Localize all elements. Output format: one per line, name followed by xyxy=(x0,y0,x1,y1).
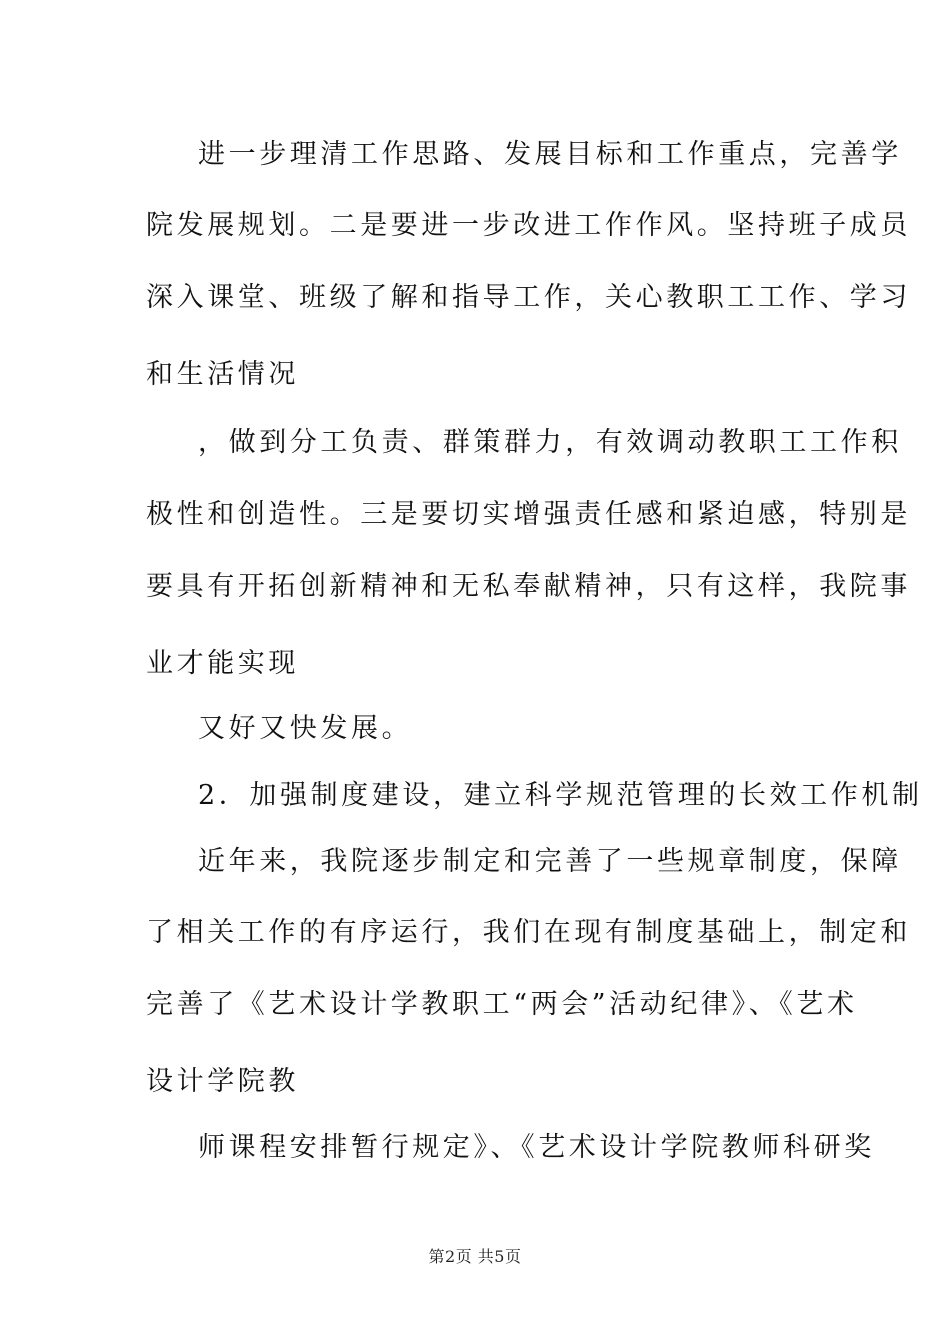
paragraph-line: 了相关工作的有序运行，我们在现有制度基础上，制定和 xyxy=(146,917,911,948)
paragraph-line: 深入课堂、班级了解和指导工作，关心教职工工作、学习 xyxy=(146,282,911,313)
paragraph-line: 业才能实现 xyxy=(146,648,299,679)
paragraph-line: 完善了《艺术设计学教职工“两会”活动纪律》、《艺术 xyxy=(146,989,858,1020)
paragraph-line: 近年来，我院逐步制定和完善了一些规章制度，保障 xyxy=(198,846,902,877)
paragraph-line: ，做到分工负责、群策群力，有效调动教职工工作积 xyxy=(198,427,902,458)
paragraph-line: 又好又快发展。 xyxy=(198,713,413,744)
page-number-footer: 第2页 共5页 xyxy=(428,1247,522,1266)
paragraph-line: 院发展规划。二是要进一步改进工作作风。坚持班子成员 xyxy=(146,210,911,241)
section-heading: 2．加强制度建设，建立科学规范管理的长效工作机制 xyxy=(198,780,923,811)
paragraph-line: 进一步理清工作思路、发展目标和工作重点，完善学 xyxy=(198,139,902,170)
paragraph-line: 要具有开拓创新精神和无私奉献精神，只有这样，我院事 xyxy=(146,571,911,602)
paragraph-line: 极性和创造性。三是要切实增强责任感和紧迫感，特别是 xyxy=(146,499,911,530)
paragraph-line: 设计学院教 xyxy=(146,1066,299,1097)
paragraph-line: 和生活情况 xyxy=(146,359,299,390)
paragraph-line: 师课程安排暂行规定》、《艺术设计学院教师科研奖 xyxy=(198,1132,875,1163)
